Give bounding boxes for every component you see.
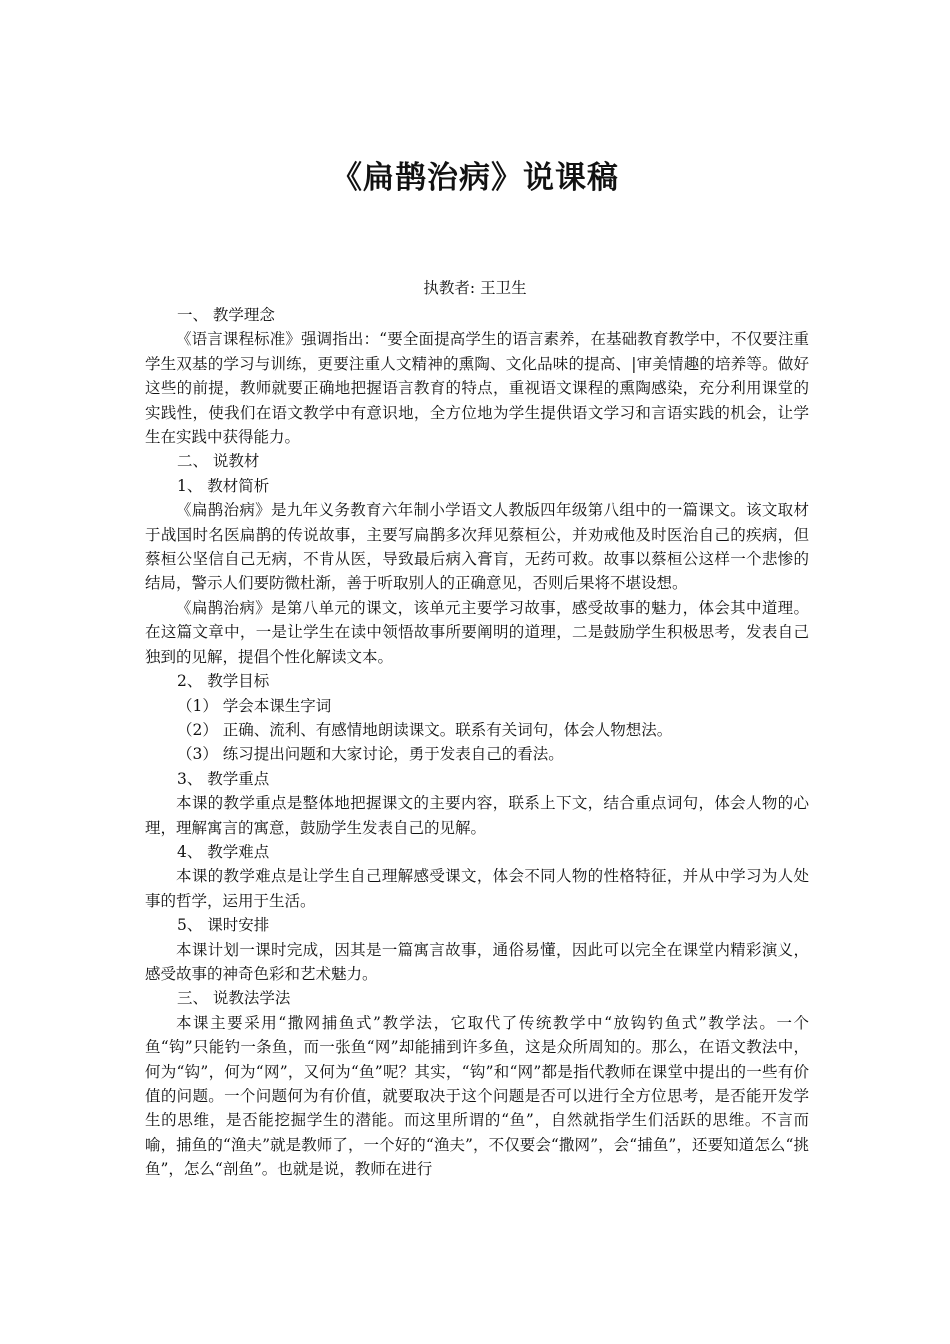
paragraph: 本课计划一课时完成，因其是一篇寓言故事，通俗易懂，因此可以完全在课堂内精彩演义，感受故事的神奇色彩和艺术魅力。 xyxy=(145,940,809,983)
list-item: （3） 练习提出问题和大家讨论，勇于发表自己的看法。 xyxy=(177,745,564,764)
subsection-heading: 3、 教学重点 xyxy=(177,769,270,788)
paragraph: 本课的教学难点是让学生自己理解感受课文，体会不同人物的性格特征，并从中学习为人处事的哲学，运用于生活。 xyxy=(145,867,809,910)
subsection-heading: 5、 课时安排 xyxy=(177,916,270,935)
author-line: 执教者: 王卫生 xyxy=(423,279,527,297)
document-body xyxy=(145,303,809,1182)
list-item: （1） 学会本课生字词 xyxy=(177,696,332,715)
section-heading: 二、 说教材 xyxy=(177,452,260,471)
section-heading: 一、 教学理念 xyxy=(177,306,275,324)
paragraph: 《扁鹊治病》是第八单元的课文，该单元主要学习故事，感受故事的魅力，体会其中道理。在这篇文章中，一是让学生在读中领悟故事所要阐明的道理，二是鼓励学生积极思考，发表自己独到的见解，提倡个性化解读文本。 xyxy=(145,598,809,666)
document-title: 《扁鹊治病》说课稿 xyxy=(331,160,619,196)
subsection-heading: 1、 教材简析 xyxy=(177,476,270,495)
paragraph: 《语言课程标准》强调指出：“要全面提高学生的语言素养，在基础教育教学中，不仅要注重学生双基的学习与训练，更要注重人文精神的熏陶、文化品味的提高、|审美情趣的培养等。做好这些的前提，教师就要正确地把握语言教育的特点，重视语文课程的熏陶感染，充分利用课堂的实践性，使我们在语文教学中有意识地，全方位地为学生提供语文学习和言语实践的机会，让学生在实践中获得能力。 xyxy=(145,330,809,447)
paragraph: 本课主要采用“撒网捕鱼式”教学法，它取代了传统教学中“放钩钓鱼式”教学法。一个鱼“钩”只能钓一条鱼，而一张鱼“网”却能捕到许多鱼，这是众所周知的。那么，在语文教法中，何为“钩”，何为“网”，又何为“鱼”呢？其实，“钩”和“网”都是指代教师在课堂中提出的一些有价值的问题。一个问题何为有价值，就要取决于这个问题是否可以进行全方位思考，是否能开发学生的思维，是否能挖掘学生的潜能。而这里所谓的“鱼”，自然就指学生们活跃的思维。不言而喻，捕鱼的“渔夫”就是教师了，一个好的“渔夫”，不仅要会“撒网”，会“捕鱼”，还要知道怎么“挑鱼”，怎么“剖鱼”。也就是说，教师在进行 xyxy=(145,1013,809,1179)
subsection-heading: 2、 教学目标 xyxy=(177,672,270,691)
section-heading: 三、 说教法学法 xyxy=(177,989,291,1008)
paragraph: 《扁鹊治病》是九年义务教育六年制小学语文人教版四年级第八组中的一篇课文。该文取材于战国时名医扁鹊的传说故事，主要写扁鹊多次拜见蔡桓公，并劝戒他及时医治自己的疾病，但蔡桓公坚信自己无病，不肯从医，导致最后病入膏肓，无药可救。故事以蔡桓公这样一个悲惨的结局，警示人们要防微杜渐，善于听取别人的正确意见，否则后果将不堪设想。 xyxy=(145,501,809,593)
paragraph: 本课的教学重点是整体地把握课文的主要内容，联系上下文，结合重点词句，体会人物的心理，理解寓言的寓意，鼓励学生发表自己的见解。 xyxy=(145,794,809,837)
list-item: （2） 正确、流利、有感情地朗读课文。联系有关词句，体会人物想法。 xyxy=(177,720,673,739)
subsection-heading: 4、 教学难点 xyxy=(177,842,270,861)
